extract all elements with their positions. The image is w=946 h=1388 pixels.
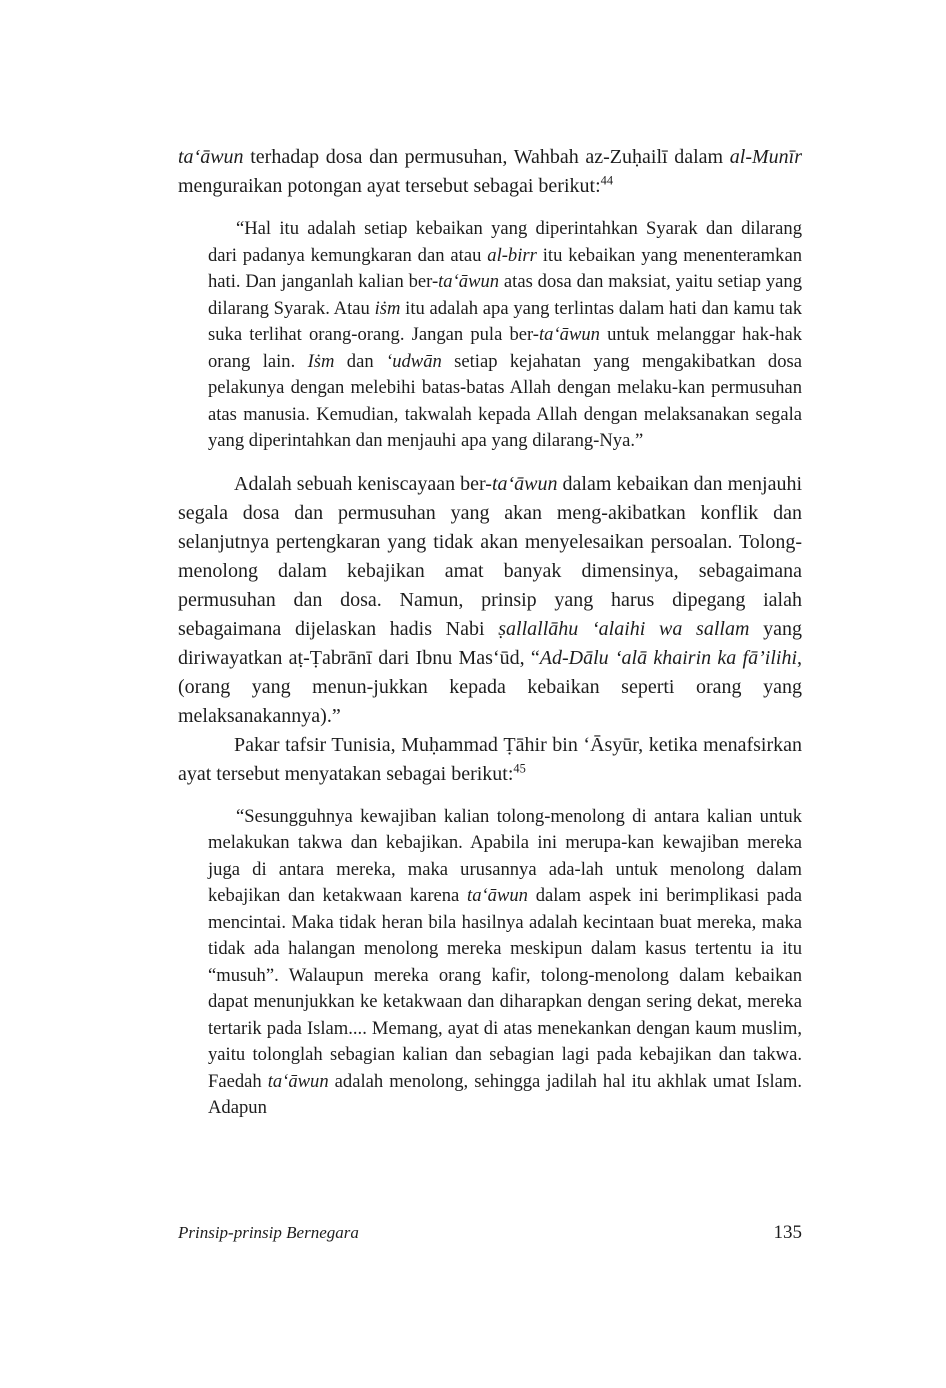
page-number: 135 — [773, 1222, 802, 1243]
page-footer — [178, 1222, 802, 1244]
paragraph-tafsir-intro: Pakar tafsir Tunisia, Muḥammad Ṭāhir bin ‘Āsyūr, ketika menafsirkan ayat tersebut menyatakan sebagai berikut:$^{45}$ — [178, 733, 802, 785]
block-quote-zuhaili: “Hal itu adalah setiap kebaikan yang diperintahkan Syarak dan dilarang dari padanya kemungkaran dan atau al-birr itu kebaikan yang menenteramkan hati. Dan janganlah kalian ber-ta‘āwun atas dosa dan maksiat, yaitu setiap yang dilarang Syarak. Atau iṡm itu adalah apa yang terlintas dalam hati dan kamu tak suka terlihat orang-orang. Jangan pula ber-ta‘āwun untuk melanggar hak-hak orang lain. Iṡm dan ‘udwān setiap kejahatan yang mengakibatkan dosa pelakunya dengan melebihi batas-batas Allah dengan melaku-kan permusuhan atas manusia. Kemudian, takwalah kepada Allah dengan melaksanakan segala yang diperintahkan dan menjauhi apa yang dilarang-Nya.” — [208, 218, 803, 451]
running-footer-title: Prinsip-prinsip Bernegara — [178, 1223, 359, 1242]
paragraph-continuation: ta‘āwun terhadap dosa dan permusuhan, Wahbah az-Zuḥailī dalam al-Munīr menguraikan potongan ayat tersebut sebagai berikut:$^{44}$ — [178, 146, 802, 197]
paragraph-taawun-commentary: Adalah sebuah keniscayaan ber-ta‘āwun dalam kebaikan dan menjauhi segala dosa dan permusuhan yang akan meng-akibatkan konflik dan selanjutnya pertengkaran yang tidak akan menyelesaikan persoalan. Tolong-menolong dalam kebajikan amat banyak dimensinya, sebagaimana permusuhan dan dosa. Namun, prinsip yang harus dipegang ialah sebagaimana dijelaskan hadis Nabi ṣallallāhu ‘alaihi wa sallam yang diriwayatkan aṭ-Ṭabrānī dari Ibnu Mas‘ūd, “Ad-Dālu ‘alā khairin ka fā’ilihi, (orang yang menun-jukkan kepada kebaikan seperti orang yang melaksanakannya).” — [178, 472, 803, 727]
page-body — [178, 143, 802, 1137]
block-quote-ibn-asyur: “Sesungguhnya kewajiban kalian tolong-menolong di antara kalian untuk melakukan takwa dan kebajikan. Apabila ini merupa-kan kewajiban mereka juga di antara mereka, maka urusannya ada-lah untuk menolong dalam kebajikan dan ketakwaan karena ta‘āwun dalam aspek ini berimplikasi pada mencintai. Maka tidak heran bila hasilnya adalah kecintaan buat mereka, maka tidak ada halangan menolong mereka meskipun dalam kasus tertentu ia itu “musuh”. Walaupun mereka orang kafir, tolong-menolong dalam kebaikan dapat menunjukkan ke ketakwaan dan diharapkan dengan sering dekat, mereka tertarik pada Islam.... Memang, ayat di atas menekankan dengan kaum muslim, yaitu tolonglah sebagian kalian dan sebagian lagi pada kebajikan dan takwa. Faedah ta‘āwun adalah menolong, sehingga jadilah hal itu akhlak umat Islam. Adapun — [208, 805, 803, 1118]
